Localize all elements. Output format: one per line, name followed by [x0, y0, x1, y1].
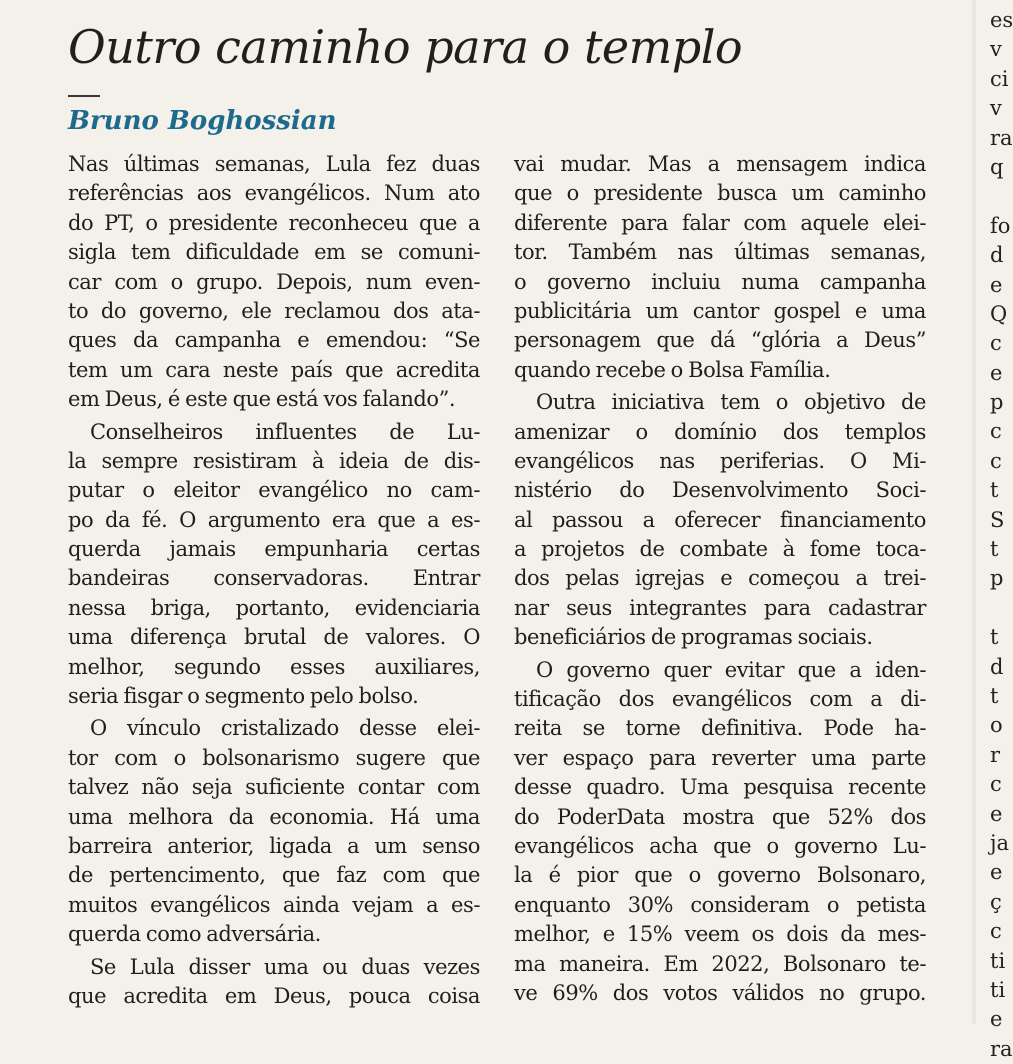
text-line: la sempre resistiram à ideia de dis-	[68, 448, 480, 473]
neighbor-text-fragment: v	[990, 96, 1002, 121]
neighbor-text-fragment: c	[990, 331, 1002, 356]
text-line: O governo quer evitar que a iden-	[536, 657, 926, 682]
text-line: tor. Também nas últimas semanas,	[514, 240, 926, 265]
neighbor-text-fragment: t	[990, 478, 999, 503]
neighbor-text-fragment: e	[990, 801, 1003, 826]
text-line: tificação dos evangélicos com a di-	[514, 687, 926, 712]
text-line: desse quadro. Uma pesquisa recente	[514, 775, 926, 800]
headline-rule	[68, 95, 100, 97]
text-line: evangélicos nas periferias. O Mi-	[514, 448, 926, 473]
neighbor-text-fragment: ti	[990, 977, 1006, 1002]
column-divider	[972, 0, 976, 1024]
text-line: reita se torne definitiva. Pode ha-	[514, 716, 926, 741]
neighbor-text-fragment	[990, 182, 1008, 211]
neighbor-text-fragment: e	[990, 860, 1003, 885]
neighbor-text-fragment: fo	[990, 213, 1011, 238]
text-line: personagem que dá “glória a Deus”	[514, 328, 926, 353]
text-line: amenizar o domínio dos templos	[514, 419, 926, 444]
text-line: diferente para falar com aquele elei-	[514, 210, 926, 235]
neighbor-text-fragment: ti	[990, 948, 1006, 973]
text-line: de pertencimento, que faz com que	[68, 863, 480, 888]
text-line: seria fisgar o segmento pelo bolso.	[68, 684, 419, 709]
text-line: uma diferença brutal de valores. O	[68, 625, 480, 650]
text-line: talvez não seja suficiente contar com	[68, 775, 480, 800]
neighbor-text-fragment: c	[990, 419, 1002, 444]
text-line: publicitária um cantor gospel e uma	[514, 298, 926, 323]
headline: Outro caminho para o templo	[68, 20, 743, 74]
text-line: barreira anterior, ligada a um senso	[68, 833, 480, 858]
text-line: ve 69% dos votos válidos no grupo.	[514, 980, 926, 1005]
neighbor-text-fragment	[990, 594, 1008, 623]
neighbor-text-fragment: v	[990, 37, 1002, 62]
neighbor-text-fragment: e	[990, 360, 1003, 385]
neighbor-text-fragment: d	[990, 243, 1004, 268]
text-line: quando recebe o Bolsa Família.	[514, 357, 831, 382]
text-line: ma maneira. Em 2022, Bolsonaro te-	[514, 951, 926, 976]
text-line: Conselheiros influentes de Lu-	[90, 419, 480, 444]
neighbor-text-fragment: Q	[990, 301, 1008, 326]
neighbor-text-fragment: ra	[990, 125, 1013, 150]
neighbor-text-fragment: t	[990, 537, 999, 562]
neighbor-text-fragment: t	[990, 625, 999, 650]
text-line: melhor, e 15% veem os dois da mes-	[514, 922, 926, 947]
text-line: uma melhora da economia. Há uma	[68, 804, 480, 829]
text-line: que acredita em Deus, pouca coisa	[68, 983, 480, 1008]
neighbor-column-fragment	[990, 6, 1013, 1064]
neighbor-text-fragment: es	[990, 8, 1013, 32]
neighbor-text-fragment: c	[990, 772, 1002, 797]
text-line: muitos evangélicos ainda vejam a es-	[68, 892, 480, 917]
article-column-1	[68, 150, 480, 1011]
text-line: al passou a oferecer financiamento	[514, 507, 926, 532]
text-line: putar o eleitor evangélico no cam-	[68, 478, 480, 503]
text-line: querda como adversária.	[68, 922, 321, 947]
text-line: tor com o bolsonarismo sugere que	[68, 745, 480, 770]
neighbor-text-fragment: d	[990, 654, 1004, 679]
text-line: em Deus, é este que está vos falando”.	[68, 387, 456, 412]
neighbor-text-fragment: p	[990, 566, 1004, 591]
text-line: nistério do Desenvolvimento Soci-	[514, 478, 926, 503]
text-line: Se Lula disser uma ou duas vezes	[90, 954, 480, 979]
neighbor-text-fragment: c	[990, 448, 1002, 473]
neighbor-text-fragment: o	[990, 713, 1003, 738]
text-line: evangélicos acha que o governo Lu-	[514, 833, 926, 858]
text-line: po da fé. O argumento era que a es-	[68, 507, 480, 532]
text-line: la é pior que o governo Bolsonaro,	[514, 863, 926, 888]
text-line: melhor, segundo esses auxiliares,	[68, 654, 480, 679]
article-column-2	[514, 150, 926, 1008]
text-line: o governo incluiu numa campanha	[514, 269, 926, 294]
text-line: O vínculo cristalizado desse elei-	[90, 716, 480, 741]
neighbor-text-fragment: r	[990, 742, 1001, 767]
text-line: vai mudar. Mas a mensagem indica	[514, 152, 926, 176]
text-line: a projetos de combate à fome toca-	[514, 537, 926, 562]
neighbor-text-fragment: p	[990, 390, 1004, 415]
neighbor-text-fragment: S	[990, 507, 1005, 532]
text-line: bandeiras conservadoras. Entrar	[68, 566, 480, 591]
neighbor-text-fragment: q	[990, 154, 1004, 179]
text-line: nar seus integrantes para cadastrar	[514, 595, 926, 620]
text-line: tem um cara neste país que acredita	[68, 357, 480, 382]
text-line: dos pelas igrejas e começou a trei-	[514, 566, 926, 591]
neighbor-text-fragment: ç	[990, 889, 1002, 914]
text-line: beneficiários de programas sociais.	[514, 625, 873, 650]
text-line: Nas últimas semanas, Lula fez duas	[68, 152, 480, 176]
text-line: sigla tem dificuldade em se comuni-	[68, 240, 480, 265]
author-byline: Bruno Boghossian	[68, 106, 337, 136]
text-line: nessa briga, portanto, evidenciaria	[68, 595, 480, 620]
neighbor-text-fragment: e	[990, 272, 1003, 297]
text-line: ver espaço para reverter uma parte	[514, 745, 926, 770]
neighbor-text-fragment: t	[990, 683, 999, 708]
neighbor-text-fragment: e	[990, 1007, 1003, 1032]
neighbor-text-fragment: ra	[990, 1036, 1013, 1061]
text-line: do PoderData mostra que 52% dos	[514, 804, 926, 829]
text-line: que o presidente busca um caminho	[514, 181, 926, 206]
neighbor-text-fragment: ja	[990, 830, 1010, 855]
neighbor-text-fragment: ci	[990, 66, 1009, 91]
neighbor-text-fragment: c	[990, 919, 1002, 944]
text-line: do PT, o presidente reconheceu que a	[68, 210, 480, 235]
text-line: car com o grupo. Depois, num even-	[68, 269, 480, 294]
text-line: enquanto 30% consideram o petista	[514, 892, 926, 917]
text-line: referências aos evangélicos. Num ato	[68, 181, 480, 206]
text-line: to do governo, ele reclamou dos ata-	[68, 298, 480, 323]
text-line: Outra iniciativa tem o objetivo de	[536, 390, 926, 415]
text-line: querda jamais empunharia certas	[68, 537, 480, 562]
text-line: ques da campanha e emendou: “Se	[68, 328, 480, 353]
